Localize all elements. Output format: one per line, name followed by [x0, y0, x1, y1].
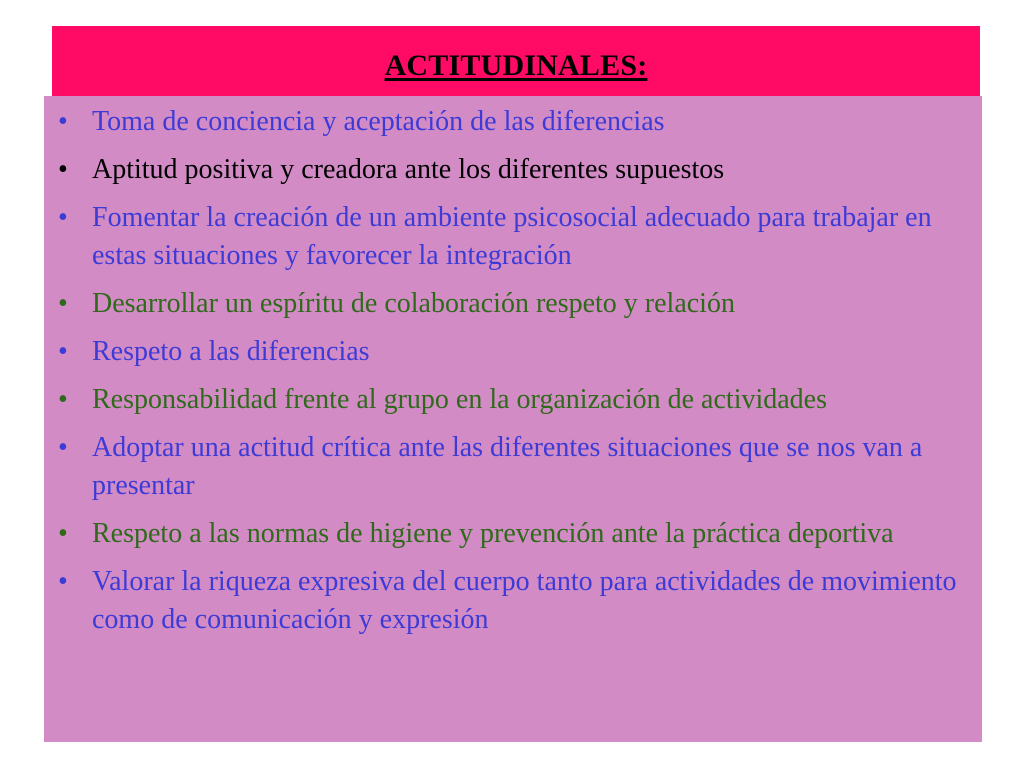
bullet-icon: • [58, 288, 68, 319]
bullet-item [56, 199, 972, 275]
bullet-item [56, 429, 972, 505]
bullet-text: Respeto a las normas de higiene y prevención ante la práctica deportiva [92, 518, 894, 549]
bullet-icon: • [58, 518, 68, 549]
bullet-item [56, 333, 972, 371]
slide-title: ACTITUDINALES: [384, 49, 648, 82]
bullet-icon: • [58, 566, 68, 597]
bullet-icon: • [58, 106, 68, 137]
bullet-text: Toma de conciencia y aceptación de las diferencias [92, 106, 665, 137]
bullet-icon: • [58, 154, 68, 185]
bullet-text: Valorar la riqueza expresiva del cuerpo tanto para actividades de movimiento como de comunicación y expresión [92, 566, 957, 635]
bullet-item [56, 103, 972, 141]
bullet-item [56, 285, 972, 323]
bullet-item [56, 151, 972, 189]
bullet-text: Aptitud positiva y creadora ante los diferentes supuestos [92, 154, 725, 185]
bullet-text: Desarrollar un espíritu de colaboración respeto y relación [92, 288, 735, 319]
bullet-icon: • [58, 202, 68, 233]
bullet-icon: • [58, 336, 68, 367]
bullet-text: Respeto a las diferencias [92, 336, 370, 367]
bullet-text: Fomentar la creación de un ambiente psicosocial adecuado para trabajar en estas situaciones y favorecer la integración [92, 202, 932, 271]
bullet-item [56, 515, 972, 553]
bullet-icon: • [58, 384, 68, 415]
bullet-text: Adoptar una actitud crítica ante las diferentes situaciones que se nos van a presentar [92, 432, 923, 501]
slide-header [52, 26, 980, 96]
bullet-item [56, 381, 972, 419]
bullet-text: Responsabilidad frente al grupo en la organización de actividades [92, 384, 827, 415]
bullet-list [56, 103, 972, 639]
bullet-item [56, 563, 972, 639]
bullet-icon: • [58, 432, 68, 463]
slide-content [44, 96, 982, 742]
